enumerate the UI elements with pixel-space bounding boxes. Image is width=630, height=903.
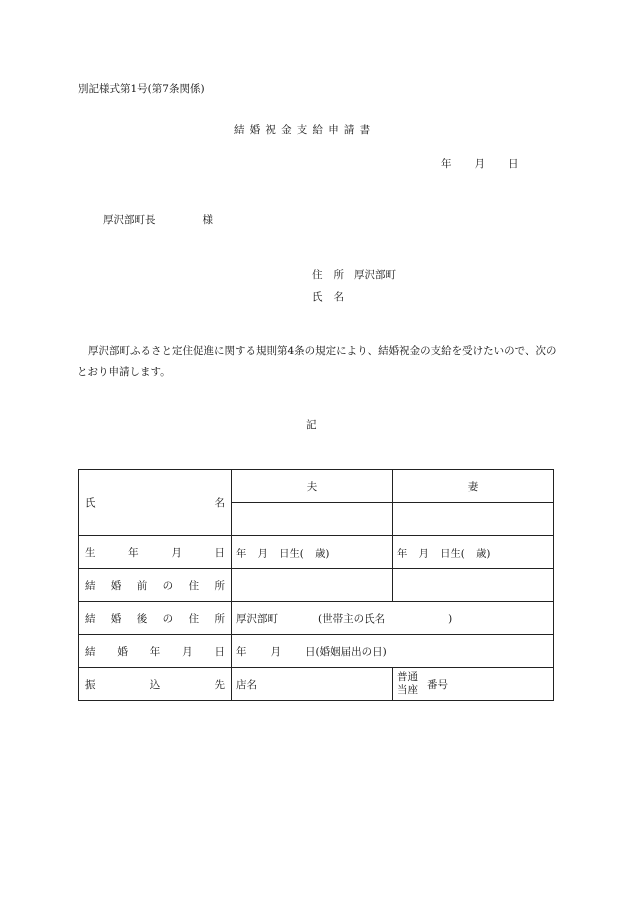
after-address-cell[interactable] [232, 602, 554, 635]
application-date [441, 156, 519, 171]
dob-month: 月 [418, 547, 429, 560]
row-label-transfer [79, 668, 232, 701]
label-char: 込 [149, 678, 161, 691]
row-label-name [79, 470, 232, 536]
label-char: 振 [85, 678, 96, 691]
label-char: 名 [214, 497, 225, 509]
dob-age: 歳) [315, 547, 330, 560]
label-char: 後 [136, 612, 148, 625]
table-row-after-address [79, 602, 554, 635]
label-char: 先 [214, 678, 225, 691]
label-char: 婚 [110, 579, 122, 592]
document-title: 結婚祝金支給申請書 [234, 124, 376, 136]
name-label-1: 氏 [312, 291, 323, 303]
address-value: 厚沢部町 [354, 269, 396, 281]
table-row-header [79, 470, 554, 503]
row-label-after-address [79, 602, 232, 635]
marriage-day: 日(婚姻届出の日) [305, 645, 387, 658]
marriage-date-cell[interactable] [232, 635, 554, 668]
applicant-address [312, 267, 396, 282]
dob-year: 年 [236, 547, 247, 560]
date-month-label: 月 [474, 158, 485, 170]
account-cell[interactable] [393, 668, 554, 701]
dob-month: 月 [257, 547, 268, 560]
address-label-2: 所 [333, 269, 344, 281]
table-row-transfer [79, 668, 554, 701]
label-char: 日 [214, 546, 225, 559]
wife-dob-cell[interactable] [393, 536, 554, 569]
household-head-close: ) [448, 612, 453, 625]
husband-dob-cell[interactable] [232, 536, 393, 569]
ki-heading: 記 [306, 419, 317, 431]
marriage-year: 年 [236, 645, 247, 658]
label-char: 所 [214, 612, 225, 625]
addressee-name: 厚沢部町長 [103, 214, 156, 226]
label-char: 所 [214, 579, 225, 592]
account-number-label: 番号 [427, 678, 448, 691]
label-char: 氏 [85, 497, 96, 509]
row-label-marriage-date [79, 635, 232, 668]
after-address-town: 厚沢部町 [236, 612, 278, 625]
label-char: 結 [85, 579, 96, 592]
label-char: 月 [171, 546, 182, 559]
household-head-label: (世帯主の氏名 [318, 612, 386, 625]
row-label-dob [79, 536, 232, 569]
account-type-options [397, 671, 418, 697]
date-day-label: 日 [508, 158, 519, 170]
label-char: 前 [136, 579, 148, 592]
husband-before-address-cell[interactable] [232, 569, 393, 602]
date-year-label: 年 [441, 158, 452, 170]
account-type-ordinary: 普通 [397, 671, 418, 683]
label-char: 日 [214, 645, 225, 658]
label-char: 年 [128, 546, 139, 559]
label-char: 住 [188, 612, 200, 625]
address-label-1: 住 [312, 269, 323, 281]
label-char: 年 [149, 645, 161, 658]
husband-name-cell[interactable] [232, 503, 393, 536]
label-char: 月 [182, 645, 193, 658]
header-wife: 妻 [393, 470, 554, 503]
addressee [103, 212, 213, 227]
label-char: の [162, 579, 174, 592]
dob-year: 年 [397, 547, 408, 560]
label-char: 生 [85, 546, 96, 559]
name-label-2: 名 [333, 291, 344, 303]
label-char: 婚 [110, 612, 122, 625]
applicant-name [312, 289, 354, 304]
bank-branch-label: 店名 [236, 678, 257, 691]
marriage-month: 月 [270, 645, 281, 658]
row-label-before-address [79, 569, 232, 602]
details-table [78, 469, 554, 701]
table-row-marriage-date [79, 635, 554, 668]
bank-branch-cell[interactable] [232, 668, 393, 701]
dob-day: 日生( [279, 547, 304, 560]
dob-day: 日生( [440, 547, 465, 560]
label-char: の [162, 612, 174, 625]
dob-age: 歳) [476, 547, 491, 560]
body-paragraph: 厚沢部町ふるさと定住促進に関する規則第4条の規定により、結婚祝金の支給を受けたいので、次のとおり申請します。 [77, 345, 557, 378]
label-char: 結 [85, 645, 96, 658]
form-number: 別記様式第1号(第7条関係) [78, 83, 205, 95]
header-husband: 夫 [232, 470, 393, 503]
wife-before-address-cell[interactable] [393, 569, 554, 602]
account-type-current: 当座 [397, 684, 418, 696]
label-char: 住 [188, 579, 200, 592]
table-row-dob [79, 536, 554, 569]
wife-name-cell[interactable] [393, 503, 554, 536]
table-row-before-address [79, 569, 554, 602]
addressee-honorific: 様 [202, 214, 213, 226]
label-char: 婚 [117, 645, 128, 658]
label-char: 結 [85, 612, 96, 625]
